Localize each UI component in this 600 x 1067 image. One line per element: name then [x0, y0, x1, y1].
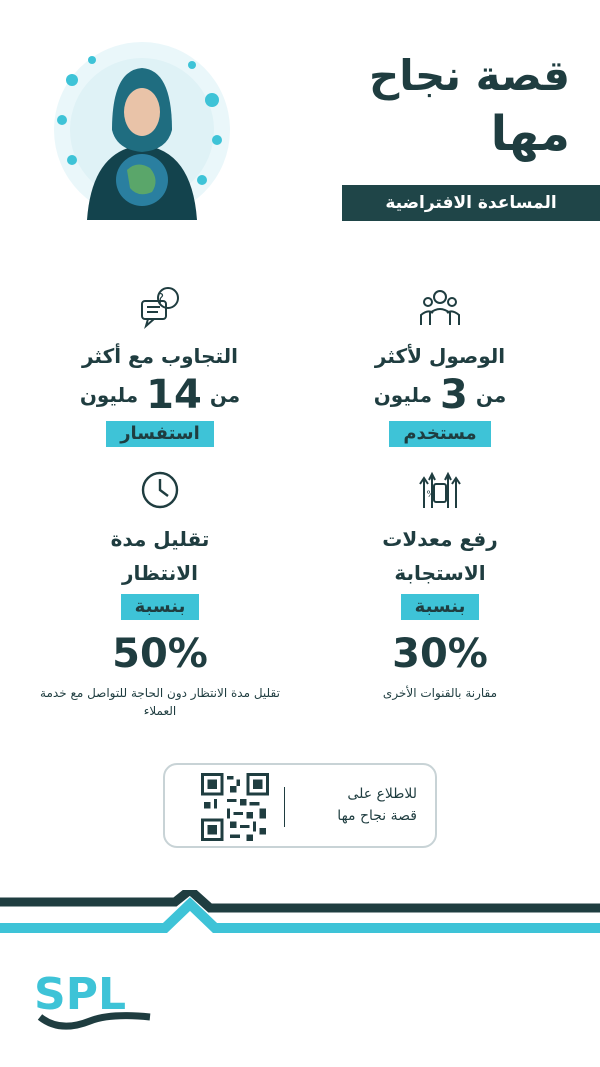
qr-text-line1: للاطلاع على — [347, 786, 417, 802]
stat-reach-line1: الوصول لأكثر — [374, 344, 506, 368]
growth-percent-icon — [418, 468, 462, 512]
stat-waiting-line2: الانتظار — [122, 561, 198, 585]
stat-inquiries-number: 14 — [146, 372, 202, 418]
stat-reach-highlight: مستخدم — [389, 421, 490, 447]
stat-response-line1: رفع معدلات — [382, 527, 498, 551]
subtitle-bar: المساعدة الافتراضية — [342, 185, 600, 221]
wave-decoration — [0, 890, 600, 950]
stat-response-line2: الاستجابة — [394, 561, 486, 585]
stat-response — [320, 468, 560, 702]
stat-reach — [320, 285, 560, 447]
qr-text-line2: قصة نجاح مها — [337, 808, 417, 824]
stat-response-highlight: بنسبة — [401, 594, 480, 620]
stat-reach-unit: مليون — [373, 383, 433, 407]
svg-text:%: % — [426, 490, 435, 500]
hero-illustration — [42, 40, 232, 225]
clock-icon — [138, 468, 182, 512]
qr-divider — [284, 787, 285, 827]
svg-text:?: ? — [157, 292, 164, 307]
stat-waiting-note: تقليل مدة الانتظار دون الحاجة للتواصل مع خدمة العملاء — [40, 686, 280, 718]
stat-waiting-line1: تقليل مدة — [110, 527, 210, 551]
page-title: قصة نجاح — [368, 51, 570, 100]
stat-waiting — [40, 468, 280, 720]
stat-reach-prefix: من — [475, 383, 507, 407]
stat-response-percent: 30% — [392, 631, 488, 677]
qr-card[interactable] — [163, 763, 437, 848]
stat-response-note: مقارنة بالقنوات الأخرى — [382, 686, 498, 700]
users-icon — [418, 285, 462, 329]
stat-inquiries-prefix: من — [209, 383, 241, 407]
spl-logo — [30, 955, 160, 1035]
stat-inquiries-highlight: استفسار — [106, 421, 214, 447]
stat-reach-number: 3 — [440, 372, 468, 418]
stat-inquiries-line1: التجاوب مع أكثر — [81, 344, 239, 368]
stat-inquiries — [40, 285, 280, 447]
chat-question-icon — [138, 285, 182, 329]
qr-code[interactable] — [201, 773, 269, 841]
person-name: مها — [490, 106, 570, 162]
stat-waiting-percent: 50% — [112, 631, 208, 677]
svg-text:SPL: SPL — [34, 969, 126, 1020]
stat-waiting-highlight: بنسبة — [121, 594, 200, 620]
stat-inquiries-unit: مليون — [79, 383, 139, 407]
